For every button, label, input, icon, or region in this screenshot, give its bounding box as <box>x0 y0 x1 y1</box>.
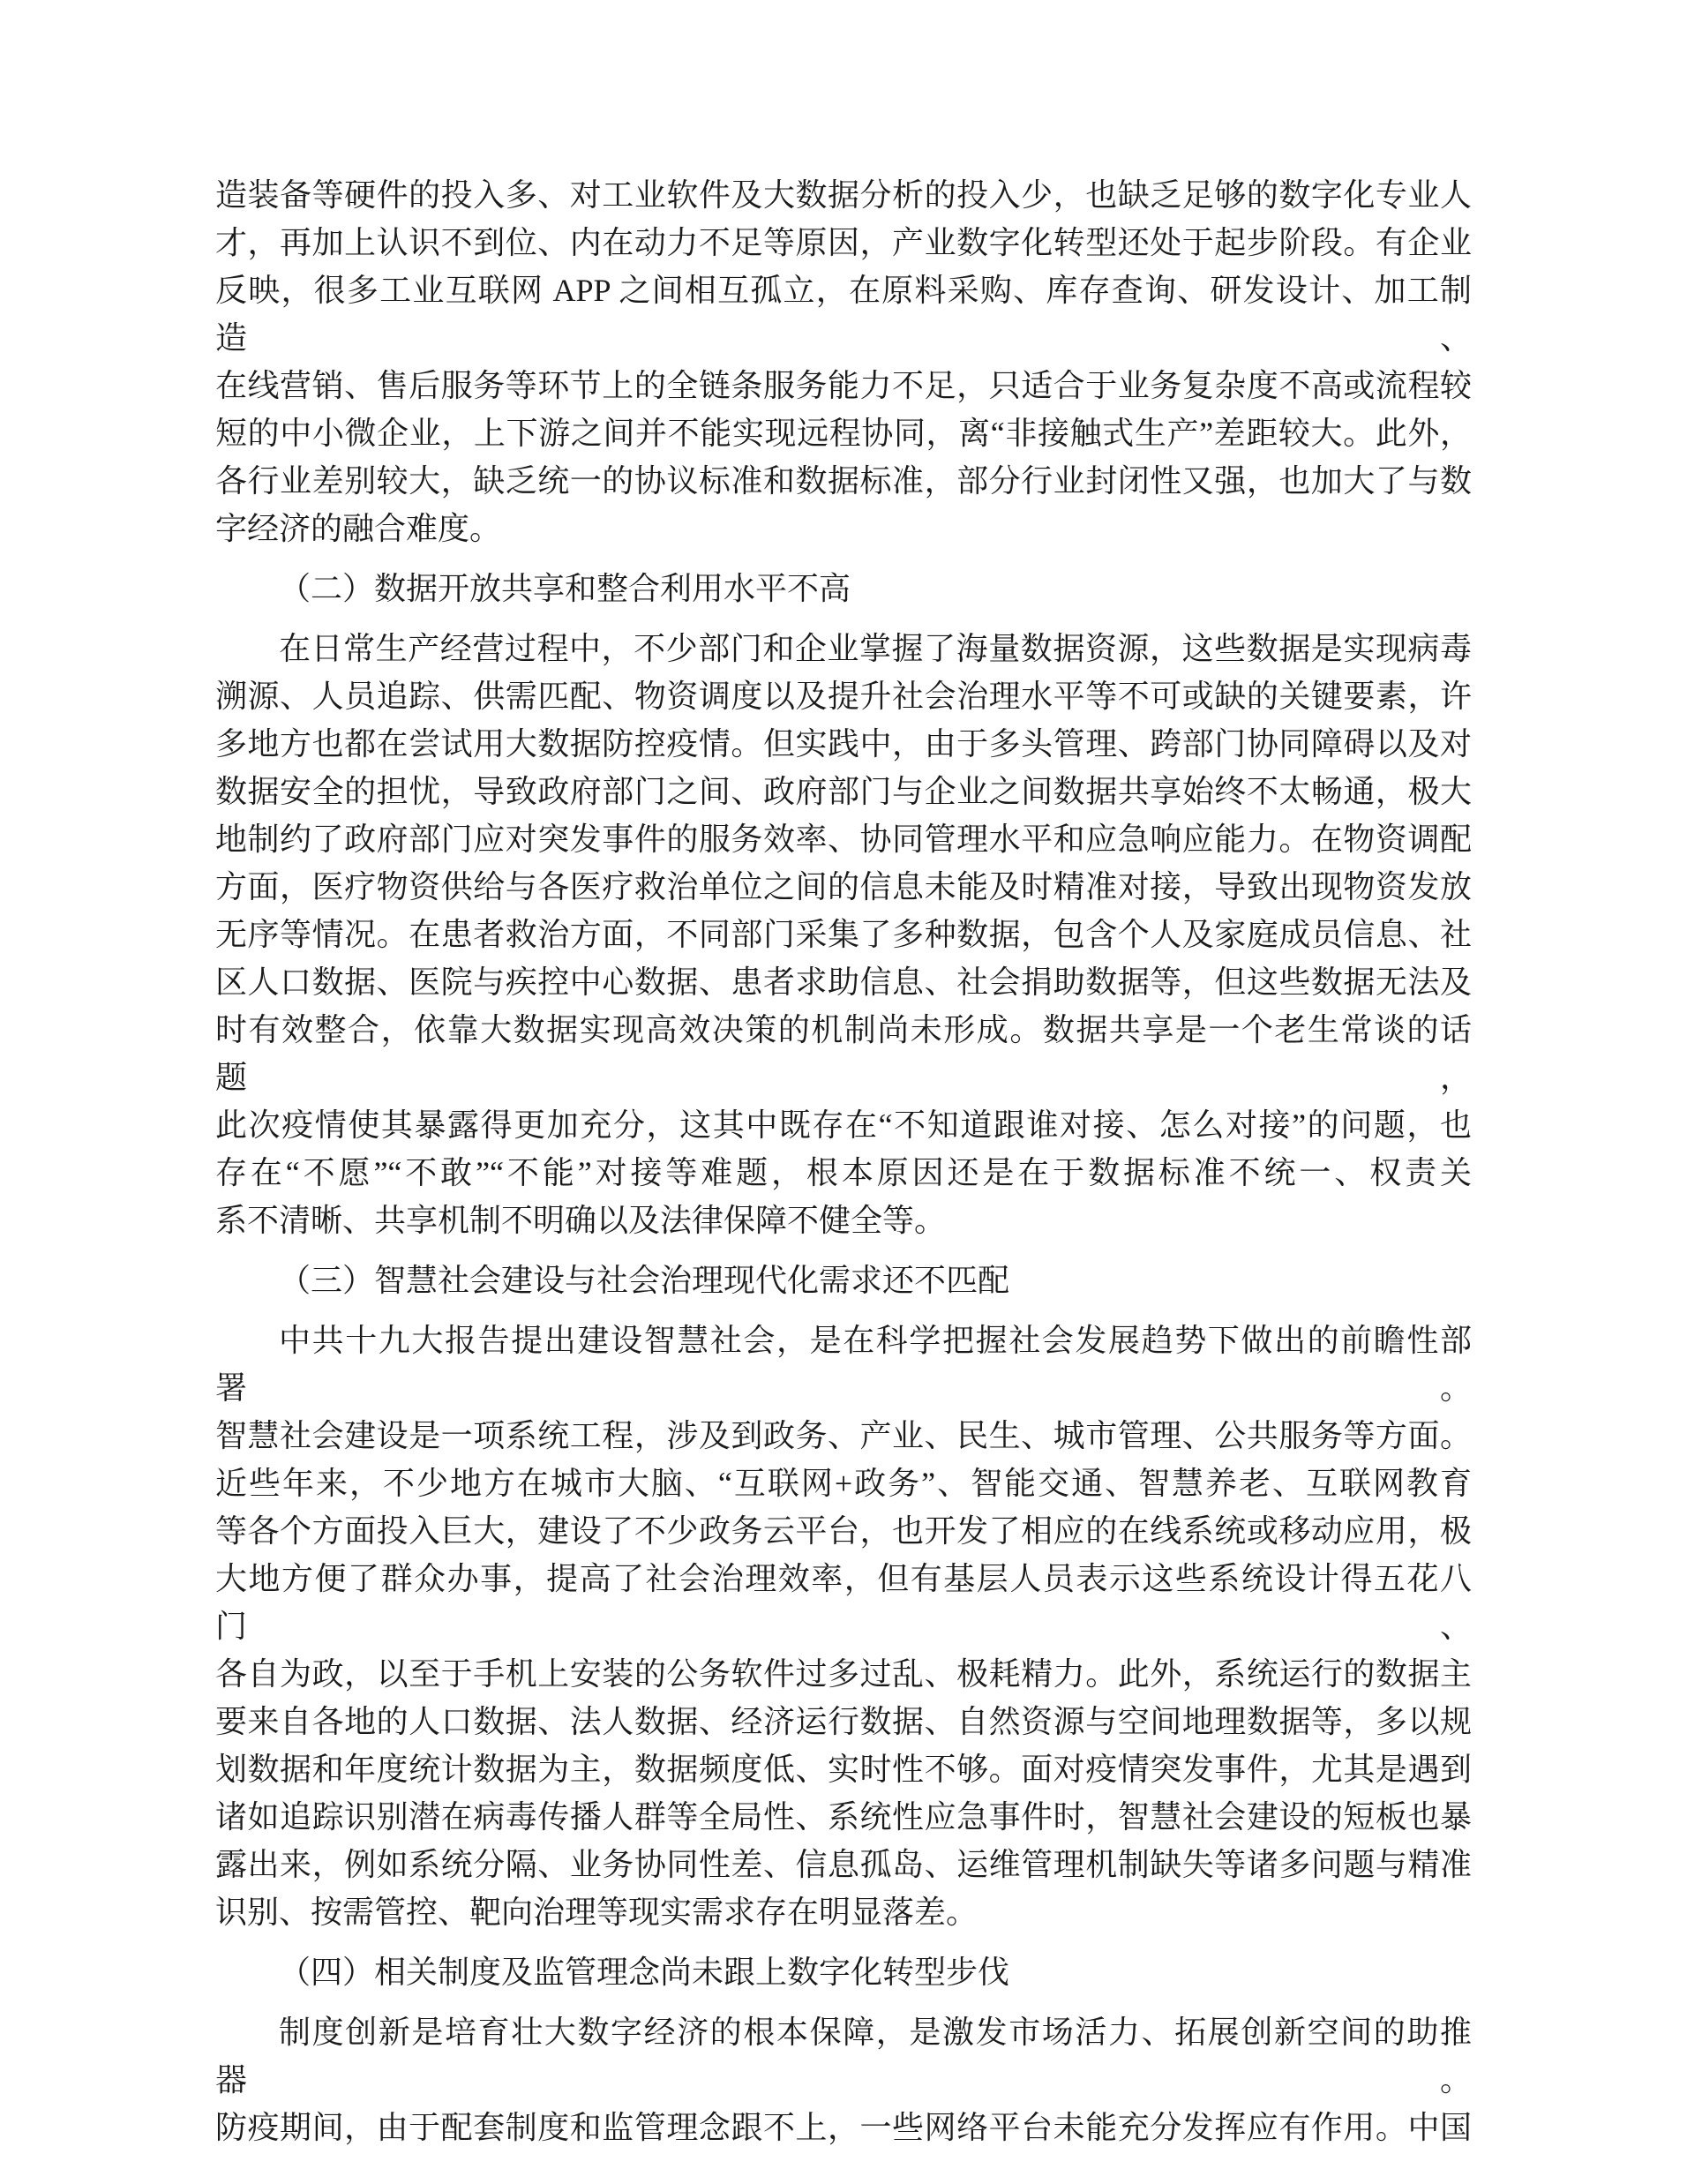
text-line: 各自为政，以至于手机上安装的公务软件过多过乱、极耗精力。此外，系统运行的数据主 <box>215 1656 1472 1692</box>
text-line: 才，再加上认识不到位、内在动力不足等原因，产业数字化转型还处于起步阶段。有企业 <box>215 225 1472 260</box>
paragraph <box>215 2008 1472 2151</box>
text-line: 等各个方面投入巨大，建设了不少政务云平台，也开发了相应的在线系统或移动应用，极 <box>215 1513 1472 1549</box>
text-line: 数据安全的担忧，导致政府部门之间、政府部门与企业之间数据共享始终不太畅通，极大 <box>215 774 1472 809</box>
section-heading: （二）数据开放共享和整合利用水平不高 <box>279 571 851 606</box>
text-line: 造装备等硬件的投入多、对工业软件及大数据分析的投入少，也缺乏足够的数字化专业人 <box>215 177 1472 213</box>
text-line: 智慧社会建设是一项系统工程，涉及到政务、产业、民生、城市管理、公共服务等方面。 <box>215 1418 1472 1453</box>
text-line: 系不清晰、共享机制不明确以及法律保障不健全等。 <box>215 1203 947 1238</box>
text-line: 方面，医疗物资供给与各医疗救治单位之间的信息未能及时精准对接，导致出现物资发放 <box>215 869 1472 904</box>
text-line: 时有效整合，依靠大数据实现高效决策的机制尚未形成。数据共享是一个老生常谈的话题， <box>215 1012 1472 1095</box>
text-line: 此次疫情使其暴露得更加充分，这其中既存在“不知道跟谁对接、怎么对接”的问题，也 <box>215 1107 1472 1143</box>
text-line: 识别、按需管控、靶向治理等现实需求存在明显落差。 <box>215 1895 978 1930</box>
text-line: 在日常生产经营过程中，不少部门和企业掌握了海量数据资源，这些数据是实现病毒 <box>279 631 1472 666</box>
text-line: 划数据和年度统计数据为主，数据频度低、实时性不够。面对疫情突发事件，尤其是遇到 <box>215 1752 1472 1787</box>
paragraph <box>215 625 1472 1244</box>
text-line: 各行业差别较大，缺乏统一的协议标准和数据标准，部分行业封闭性又强，也加大了与数 <box>215 463 1472 499</box>
text-line: 地制约了政府部门应对突发事件的服务效率、协同管理水平和应急响应能力。在物资调配 <box>215 822 1472 857</box>
text-line: 要来自各地的人口数据、法人数据、经济运行数据、自然资源与空间地理数据等，多以规 <box>215 1704 1472 1739</box>
section-heading: （三）智慧社会建设与社会治理现代化需求还不匹配 <box>279 1263 1010 1298</box>
section-heading: （四）相关制度及监管理念尚未跟上数字化转型步伐 <box>279 1955 1010 1990</box>
text-line: 防疫期间，由于配套制度和监管理念跟不上，一些网络平台未能充分发挥应有作用。中国 <box>215 2110 1472 2145</box>
text-line: 制度创新是培育壮大数字经济的根本保障，是激发市场活力、拓展创新空间的助推器。 <box>215 2015 1472 2098</box>
text-line: 字经济的融合难度。 <box>215 511 502 546</box>
text-line: 诸如追踪识别潜在病毒传播人群等全局性、系统性应急事件时，智慧社会建设的短板也暴 <box>215 1799 1472 1835</box>
text-line: 中共十九大报告提出建设智慧社会，是在科学把握社会发展趋势下做出的前瞻性部署。 <box>215 1323 1472 1406</box>
text-line: 区人口数据、医院与疾控中心数据、患者求助信息、社会捐助数据等，但这些数据无法及 <box>215 964 1472 1000</box>
text-line: 露出来，例如系统分隔、业务协同性差、信息孤岛、运维管理机制缺失等诸多问题与精准 <box>215 1847 1472 1882</box>
text-line: 在线营销、售后服务等环节上的全链条服务能力不足，只适合于业务复杂度不高或流程较 <box>215 368 1472 403</box>
paragraph <box>215 1317 1472 1936</box>
text-line: 多地方也都在尝试用大数据防控疫情。但实践中，由于多头管理、跨部门协同障碍以及对 <box>215 726 1472 762</box>
text-line: 短的中小微企业，上下游之间并不能实现远程协同，离“非接触式生产”差距较大。此外， <box>215 416 1472 451</box>
text-line: 无序等情况。在患者救治方面，不同部门采集了多种数据，包含个人及家庭成员信息、社 <box>215 917 1472 952</box>
text-line: 存在“不愿”“不敢”“不能”对接等难题，根本原因还是在于数据标准不统一、权责关 <box>215 1155 1472 1190</box>
text-line: 反映，很多工业互联网 APP 之间相互孤立，在原料采购、库存查询、研发设计、加工制造、 <box>215 273 1472 356</box>
paragraph <box>215 171 1472 552</box>
text-line: 近些年来，不少地方在城市大脑、“互联网+政务”、智能交通、智慧养老、互联网教育 <box>215 1466 1472 1501</box>
text-line: 大地方便了群众办事，提高了社会治理效率，但有基层人员表示这些系统设计得五花八门、 <box>215 1561 1472 1644</box>
text-line: 溯源、人员追踪、供需匹配、物资调度以及提升社会治理水平等不可或缺的关键要素，许 <box>215 679 1472 714</box>
